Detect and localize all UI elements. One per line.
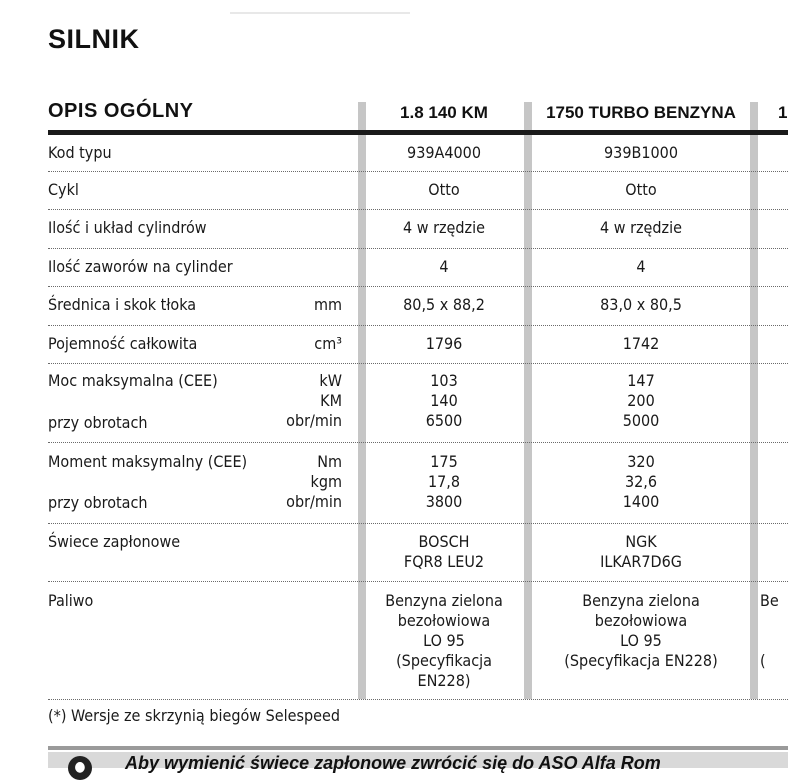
- table-header-label: OPIS OGÓLNY: [48, 100, 194, 122]
- table-row: [48, 249, 788, 287]
- row-value-col2: Otto: [625, 180, 657, 199]
- value-line: 17,8: [427, 472, 461, 491]
- row-label: Cykl: [48, 180, 79, 199]
- unit-line: kgm: [310, 472, 342, 491]
- value-line: (Specyfikacja: [396, 651, 492, 670]
- row-value-col2: [532, 532, 750, 572]
- table-row: [48, 210, 788, 249]
- value-line: [760, 631, 779, 651]
- row-value-col2: [532, 452, 750, 512]
- table-row: [48, 172, 788, 210]
- note-bar: [48, 746, 788, 750]
- row-label: Kod typu: [48, 143, 112, 162]
- row-value-col2: 83,0 x 80,5: [600, 295, 682, 314]
- row-unit: mm: [313, 295, 342, 314]
- row-label: Moc maksymalna (CEE): [48, 371, 218, 390]
- value-line: 175: [430, 452, 458, 471]
- value-line: BOSCH: [418, 532, 470, 551]
- value-line: 5000: [622, 411, 660, 430]
- table-row: [48, 524, 788, 582]
- row-value-col1: [366, 452, 522, 512]
- unit-line: Nm: [317, 452, 342, 471]
- table-header-col3: 1: [778, 103, 788, 122]
- value-line: (Specyfikacja EN228): [564, 651, 718, 670]
- row-value-col1: 4 w rzędzie: [403, 218, 485, 237]
- row-value-col2: 1742: [622, 334, 660, 353]
- value-line: FQR8 LEU2: [403, 552, 485, 571]
- row-label-secondary: przy obrotach: [48, 493, 148, 512]
- bottom-note: Aby wymienić świece zapłonowe zwrócić się do ASO Alfa Rom: [125, 753, 661, 773]
- table-header-col2: 1750 TURBO BENZYNA: [546, 103, 736, 122]
- row-label: Świece zapłonowe: [48, 532, 181, 551]
- table-header-col1: 1.8 140 KM: [400, 103, 488, 122]
- row-label: Pojemność całkowita: [48, 334, 198, 353]
- value-line: 147: [627, 371, 655, 390]
- row-value-col2: [532, 591, 750, 671]
- row-unit-stack: [268, 452, 342, 512]
- row-value-col2: [532, 371, 750, 431]
- row-value-col1: [366, 371, 522, 431]
- row-value-col1: [366, 532, 522, 572]
- table-row: [48, 364, 788, 443]
- value-line: 32,6: [624, 472, 658, 491]
- value-line: Benzyna zielona: [385, 591, 503, 610]
- table-row: [48, 582, 788, 700]
- value-line: 6500: [425, 411, 463, 430]
- row-label: Średnica i skok tłoka: [48, 295, 197, 314]
- value-line: 3800: [425, 492, 463, 511]
- row-value-col1: 80,5 x 88,2: [403, 295, 485, 314]
- row-value-col1: [366, 591, 522, 691]
- row-unit: cm³: [314, 334, 342, 353]
- table-row: [48, 443, 788, 524]
- value-line: 320: [627, 452, 655, 471]
- value-line: 103: [430, 371, 458, 390]
- value-line: 140: [430, 391, 458, 410]
- row-value-col2: 4 w rzędzie: [600, 218, 682, 237]
- value-line: EN228): [417, 671, 471, 690]
- value-line: 200: [627, 391, 655, 410]
- table-row: [48, 287, 788, 326]
- row-label: Ilość i układ cylindrów: [48, 218, 207, 237]
- row-unit-stack: [268, 371, 342, 431]
- value-line: bezołowiowa: [397, 611, 491, 630]
- value-line: bezołowiowa: [594, 611, 688, 630]
- value-line: LO 95: [620, 631, 662, 650]
- row-value-col1: Otto: [428, 180, 460, 199]
- row-value-col2: 939B1000: [604, 143, 678, 162]
- unit-line: kW: [319, 371, 342, 390]
- unit-line: obr/min: [286, 492, 342, 511]
- value-line: [760, 611, 779, 631]
- row-value-col1: 939A4000: [407, 143, 481, 162]
- value-line: NGK: [625, 532, 657, 551]
- value-line: LO 95: [423, 631, 465, 650]
- info-icon: ●: [68, 756, 92, 780]
- value-line: 1400: [622, 492, 660, 511]
- footnote: (*) Wersje ze skrzynią biegów Selespeed: [48, 706, 340, 725]
- row-value-col3-clipped: [760, 591, 779, 671]
- row-label: Paliwo: [48, 591, 94, 610]
- faint-top-line: [230, 12, 410, 14]
- value-line: ILKAR7D6G: [600, 552, 682, 571]
- row-label: Ilość zaworów na cylinder: [48, 257, 233, 276]
- value-line: Benzyna zielona: [582, 591, 700, 610]
- row-value-col1: 1796: [425, 334, 463, 353]
- value-line: Be: [760, 591, 779, 610]
- unit-line: KM: [320, 391, 342, 410]
- row-label: Moment maksymalny (CEE): [48, 452, 248, 471]
- unit-line: obr/min: [286, 411, 342, 430]
- row-label-secondary: przy obrotach: [48, 413, 148, 432]
- row-value-col2: 4: [636, 257, 646, 276]
- value-line: (: [760, 651, 766, 670]
- page-title: SILNIK: [48, 24, 140, 54]
- table-row: [48, 135, 788, 172]
- table-row: [48, 326, 788, 364]
- row-value-col1: 4: [439, 257, 449, 276]
